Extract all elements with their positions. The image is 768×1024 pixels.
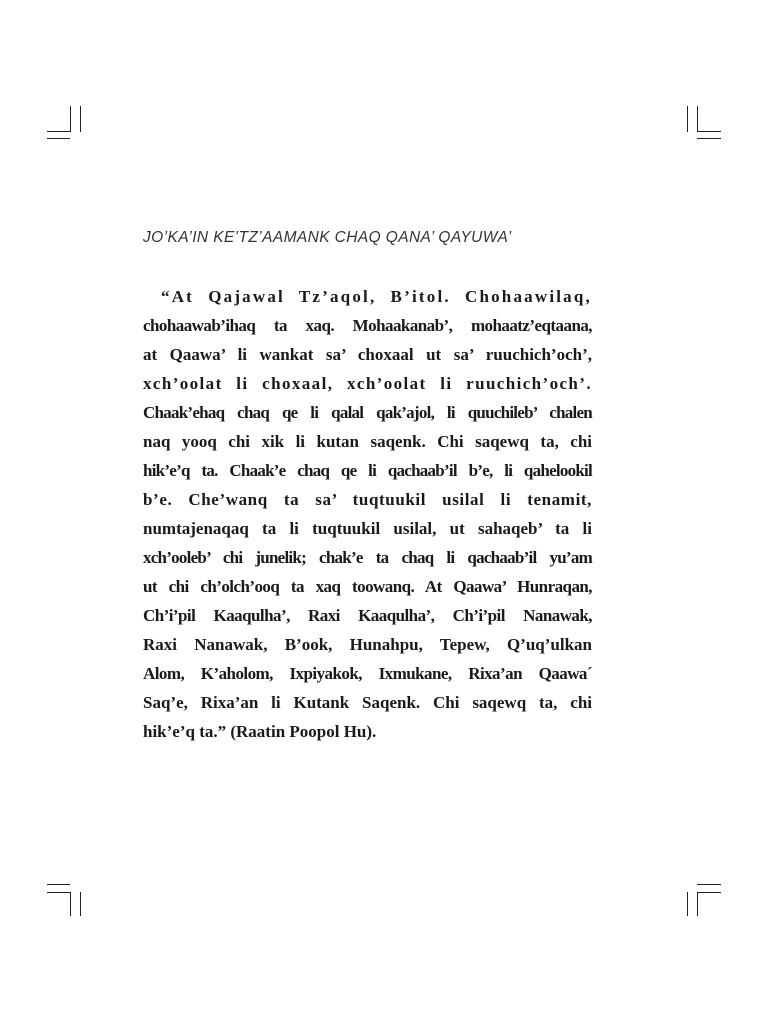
- paragraph-line: Raxi Nanawak, B’ook, Hunahpu, Tepew, Q’uq’ulkan: [143, 635, 592, 654]
- crop-mark: [687, 892, 688, 916]
- paragraph-line: Ch’i’pil Kaaqulha’, Raxi Kaaqulha’, Ch’i’pil Nanawak,: [143, 606, 592, 625]
- paragraph-line: numtajenaqaq ta li tuqtuukil usilal, ut sahaqeb’ ta li: [143, 519, 592, 538]
- paragraph-line: b’e. Che’wanq ta sa’ tuqtuukil usilal li tenamit,: [143, 490, 592, 509]
- crop-mark: [47, 884, 70, 885]
- paragraph-line: at Qaawa’ li wankat sa’ choxaal ut sa’ ruuchich’och’,: [143, 345, 592, 364]
- paragraph-line: Saq’e, Rixa’an li Kutank Saqenk. Chi saqewq ta, chi: [143, 693, 592, 712]
- crop-mark: [70, 892, 71, 916]
- paragraph-line: hik’e’q ta.” (Raatin Poopol Hu).: [143, 722, 377, 741]
- crop-mark: [80, 892, 81, 916]
- crop-mark: [70, 106, 71, 132]
- paragraph-line: hik’e’q ta. Chaak’e chaq qe li qachaab’il b’e, li qahelookil: [143, 461, 592, 480]
- crop-mark: [80, 106, 81, 132]
- crop-mark: [687, 106, 688, 132]
- paragraph-line: xch’oolat li choxaal, xch’oolat li ruuchich’och’.: [143, 374, 592, 393]
- crop-mark: [697, 138, 721, 139]
- crop-mark: [697, 892, 698, 916]
- crop-mark: [697, 884, 721, 885]
- paragraph-line: Chaak’ehaq chaq qe li qalal qak’ajol, li quuchileb’ chalen: [143, 403, 592, 422]
- paragraph-line: chohaawab’ihaq ta xaq. Mohaakanab’, mohaatz’eqtaana,: [143, 316, 592, 335]
- crop-mark: [47, 131, 70, 132]
- paragraph-line: ut chi ch’olch’ooq ta xaq toowanq. At Qaawa’ Hunraqan,: [143, 577, 592, 596]
- crop-mark: [697, 892, 721, 893]
- paragraph-line: Alom, K’aholom, Ixpiyakok, Ixmukane, Rixa’an Qaawa´: [143, 664, 592, 683]
- prayer-paragraph: [143, 282, 592, 746]
- crop-mark: [47, 892, 70, 893]
- crop-mark: [697, 131, 721, 132]
- crop-mark: [47, 138, 70, 139]
- paragraph-line: “At Qajawal Tz’aqol, B’itol. Chohaawilaq,: [161, 287, 592, 306]
- paragraph-line: xch’ooleb’ chi junelik; chak’e ta chaq li qachaab’il yu’am: [143, 548, 592, 567]
- paragraph-line: naq yooq chi xik li kutan saqenk. Chi saqewq ta, chi: [143, 432, 592, 451]
- page-heading: JO’KA’IN KE’TZ’AAMANK CHAQ QANA’ QAYUWA’: [143, 229, 512, 246]
- crop-mark: [697, 106, 698, 132]
